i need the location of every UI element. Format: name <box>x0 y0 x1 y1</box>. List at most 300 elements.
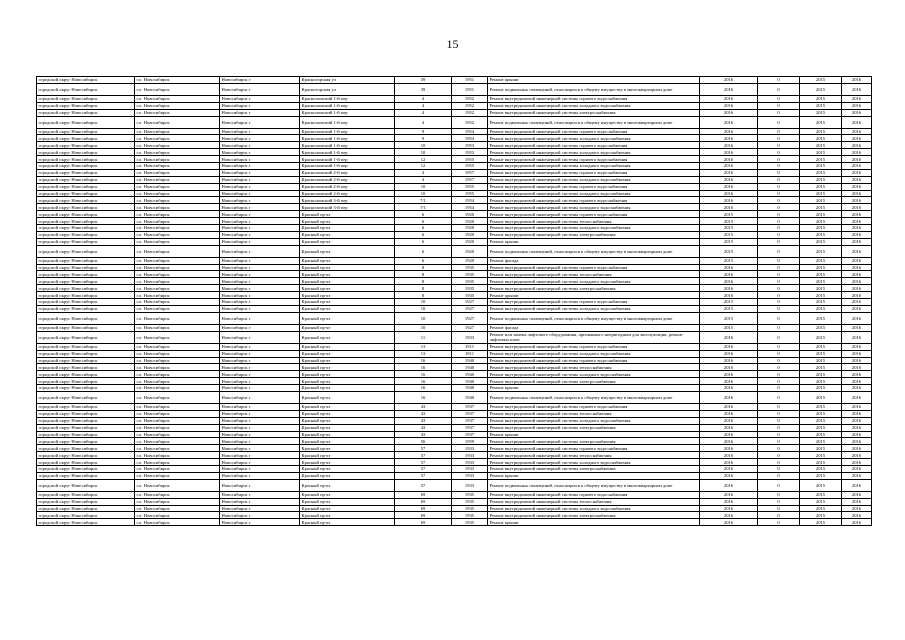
plan-year-cell: 2016 <box>700 163 758 170</box>
house-number-cell: 7/1 <box>395 197 452 204</box>
period-end-cell: 2016 <box>842 83 872 95</box>
table-row <box>37 410 872 417</box>
municipality-cell: городской округ Новосибирск <box>37 264 135 271</box>
build-year-cell: 1933 <box>452 331 488 343</box>
city-cell: Новосибирск г <box>220 417 300 424</box>
plan-year-cell: 2016 <box>700 498 758 505</box>
flag-cell: 0 <box>758 403 800 410</box>
street-cell: Красный пр-кт <box>300 512 395 519</box>
period-end-cell: 2016 <box>842 417 872 424</box>
table-row <box>37 292 872 299</box>
settlement-cell: г.о. Новосибирск <box>135 285 220 292</box>
city-cell: Новосибирск г <box>220 176 300 183</box>
table-row <box>37 190 872 197</box>
city-cell: Новосибирск г <box>220 350 300 357</box>
build-year-cell: 1927 <box>452 299 488 306</box>
city-cell: Новосибирск г <box>220 77 300 84</box>
settlement-cell: г.о. Новосибирск <box>135 452 220 459</box>
flag-cell: 0 <box>758 77 800 84</box>
period-start-cell: 2015 <box>800 135 842 142</box>
period-start-cell: 2015 <box>800 391 842 403</box>
period-end-cell: 2016 <box>842 197 872 204</box>
settlement-cell: г.о. Новосибирск <box>135 410 220 417</box>
work-type-cell: Ремонт внутридомовой инженерной системы электроснабжения <box>488 378 700 385</box>
plan-year-cell: 2015 <box>700 238 758 245</box>
flag-cell: 0 <box>758 299 800 306</box>
table-row <box>37 519 872 526</box>
flag-cell: 0 <box>758 324 800 331</box>
flag-cell: 0 <box>758 498 800 505</box>
work-type-cell: Ремонт крыши <box>488 77 700 84</box>
plan-year-cell: 2016 <box>700 519 758 526</box>
table-row <box>37 197 872 204</box>
flag-cell: 0 <box>758 285 800 292</box>
plan-year-cell: 2016 <box>700 431 758 438</box>
street-cell: Красный пр-кт <box>300 305 395 312</box>
build-year-cell: 1940 <box>452 357 488 364</box>
period-start-cell: 2015 <box>800 163 842 170</box>
table-row <box>37 264 872 271</box>
work-type-cell: Ремонт крыши <box>488 431 700 438</box>
settlement-cell: г.о. Новосибирск <box>135 431 220 438</box>
street-cell: Красный пр-кт <box>300 238 395 245</box>
build-year-cell: 1935 <box>452 264 488 271</box>
build-year-cell: 1927 <box>452 324 488 331</box>
city-cell: Новосибирск г <box>220 135 300 142</box>
city-cell: Новосибирск г <box>220 424 300 431</box>
settlement-cell: г.о. Новосибирск <box>135 519 220 526</box>
period-end-cell: 2016 <box>842 231 872 238</box>
table-row <box>37 83 872 95</box>
period-start-cell: 2015 <box>800 271 842 278</box>
street-cell: Красноломский 1-й пер <box>300 109 395 116</box>
house-number-cell: 10 <box>395 142 452 149</box>
municipality-cell: городской округ Новосибирск <box>37 305 135 312</box>
period-start-cell: 2015 <box>800 424 842 431</box>
street-cell: Красный пр-кт <box>300 438 395 445</box>
house-number-cell: 16 <box>395 385 452 392</box>
municipality-cell: городской округ Новосибирск <box>37 77 135 84</box>
municipality-cell: городской округ Новосибирск <box>37 183 135 190</box>
house-number-cell: 16 <box>395 378 452 385</box>
city-cell: Новосибирск г <box>220 445 300 452</box>
plan-year-cell: 2016 <box>700 190 758 197</box>
work-type-cell: Ремонт внутридомовой инженерной системы холодного водоснабжения <box>488 204 700 211</box>
municipality-cell: городской округ Новосибирск <box>37 505 135 512</box>
work-type-cell: Ремонт подвальных помещений, относящихся к общему имуществу в многоквартирном доме <box>488 245 700 257</box>
city-cell: Новосибирск г <box>220 324 300 331</box>
build-year-cell: 1920 <box>452 238 488 245</box>
city-cell: Новосибирск г <box>220 479 300 491</box>
plan-year-cell: 2015 <box>700 299 758 306</box>
build-year-cell: 1955 <box>452 183 488 190</box>
work-type-cell: Ремонт внутридомовой инженерной системы теплоснабжения <box>488 498 700 505</box>
flag-cell: 0 <box>758 102 800 109</box>
street-cell: Красный пр-кт <box>300 364 395 371</box>
city-cell: Новосибирск г <box>220 452 300 459</box>
street-cell: Красный пр-кт <box>300 324 395 331</box>
work-type-cell: Ремонт внутридомовой инженерной системы холодного водоснабжения <box>488 417 700 424</box>
municipality-cell: городской округ Новосибирск <box>37 512 135 519</box>
work-type-cell: Ремонт внутридомовой инженерной системы холодного водоснабжения <box>488 278 700 285</box>
house-number-cell: 43 <box>395 417 452 424</box>
municipality-cell: городской округ Новосибирск <box>37 424 135 431</box>
municipality-cell: городской округ Новосибирск <box>37 245 135 257</box>
house-number-cell: 6 <box>395 211 452 218</box>
build-year-cell: 1935 <box>452 285 488 292</box>
city-cell: Новосибирск г <box>220 204 300 211</box>
house-number-cell: 10 <box>395 190 452 197</box>
period-end-cell: 2016 <box>842 183 872 190</box>
build-year-cell: 1940 <box>452 378 488 385</box>
plan-year-cell: 2016 <box>700 95 758 102</box>
street-cell: Красный пр-кт <box>300 350 395 357</box>
plan-year-cell: 2016 <box>700 385 758 392</box>
plan-year-cell: 2016 <box>700 417 758 424</box>
period-start-cell: 2015 <box>800 350 842 357</box>
flag-cell: 0 <box>758 292 800 299</box>
plan-year-cell: 2016 <box>700 156 758 163</box>
flag-cell: 0 <box>758 343 800 350</box>
build-year-cell: 1935 <box>452 505 488 512</box>
house-number-cell: 57 <box>395 465 452 472</box>
street-cell: Красный пр-кт <box>300 385 395 392</box>
settlement-cell: г.о. Новосибирск <box>135 391 220 403</box>
city-cell: Новосибирск г <box>220 357 300 364</box>
build-year-cell: 1920 <box>452 231 488 238</box>
municipality-cell: городской округ Новосибирск <box>37 95 135 102</box>
period-start-cell: 2015 <box>800 264 842 271</box>
table-row <box>37 378 872 385</box>
street-cell: Красноломский 2-й пер <box>300 176 395 183</box>
house-number-cell: 16 <box>395 371 452 378</box>
flag-cell: 0 <box>758 169 800 176</box>
period-start-cell: 2015 <box>800 245 842 257</box>
build-year-cell: 1940 <box>452 385 488 392</box>
table-body <box>37 77 872 526</box>
street-cell: Красноломский 2-й пер <box>300 183 395 190</box>
period-end-cell: 2016 <box>842 324 872 331</box>
flag-cell: 0 <box>758 438 800 445</box>
work-type-cell: Ремонт подвальных помещений, относящихся к общему имуществу в многоквартирном доме <box>488 116 700 128</box>
period-start-cell: 2015 <box>800 452 842 459</box>
street-cell: Красноломский 1-й пер <box>300 128 395 135</box>
page-number: 15 <box>446 37 459 51</box>
table-row <box>37 225 872 232</box>
build-year-cell: 1957 <box>452 176 488 183</box>
house-number-cell: 6 <box>395 218 452 225</box>
period-end-cell: 2016 <box>842 109 872 116</box>
plan-year-cell: 2016 <box>700 350 758 357</box>
settlement-cell: г.о. Новосибирск <box>135 472 220 479</box>
period-end-cell: 2016 <box>842 285 872 292</box>
settlement-cell: г.о. Новосибирск <box>135 163 220 170</box>
settlement-cell: г.о. Новосибирск <box>135 156 220 163</box>
settlement-cell: г.о. Новосибирск <box>135 424 220 431</box>
plan-year-cell: 2016 <box>700 128 758 135</box>
period-start-cell: 2015 <box>800 312 842 324</box>
city-cell: Новосибирск г <box>220 438 300 445</box>
city-cell: Новосибирск г <box>220 218 300 225</box>
municipality-cell: городской округ Новосибирск <box>37 197 135 204</box>
period-end-cell: 2016 <box>842 431 872 438</box>
settlement-cell: г.о. Новосибирск <box>135 135 220 142</box>
municipality-cell: городской округ Новосибирск <box>37 83 135 95</box>
table-row <box>37 343 872 350</box>
house-number-cell: 69 <box>395 505 452 512</box>
period-start-cell: 2015 <box>800 285 842 292</box>
work-type-cell: Ремонт крыши <box>488 472 700 479</box>
period-end-cell: 2016 <box>842 479 872 491</box>
settlement-cell: г.о. Новосибирск <box>135 190 220 197</box>
house-number-cell: 8 <box>395 285 452 292</box>
city-cell: Новосибирск г <box>220 109 300 116</box>
table-row <box>37 452 872 459</box>
municipality-cell: городской округ Новосибирск <box>37 519 135 526</box>
table-row <box>37 102 872 109</box>
municipality-cell: городской округ Новосибирск <box>37 417 135 424</box>
city-cell: Новосибирск г <box>220 169 300 176</box>
street-cell: Красноломский 1-й пер <box>300 163 395 170</box>
house-number-cell: 6 <box>395 225 452 232</box>
flag-cell: 0 <box>758 357 800 364</box>
street-cell: Красный пр-кт <box>300 445 395 452</box>
table-row <box>37 163 872 170</box>
work-type-cell: Ремонт внутридомовой инженерной системы электроснабжения <box>488 424 700 431</box>
period-start-cell: 2015 <box>800 459 842 466</box>
table-row <box>37 109 872 116</box>
flag-cell: 0 <box>758 197 800 204</box>
work-type-cell: Ремонт внутридомовой инженерной системы горячего водоснабжения <box>488 142 700 149</box>
house-number-cell: 69 <box>395 519 452 526</box>
period-end-cell: 2016 <box>842 77 872 84</box>
period-start-cell: 2015 <box>800 109 842 116</box>
period-start-cell: 2015 <box>800 324 842 331</box>
build-year-cell: 1937 <box>452 424 488 431</box>
work-type-cell: Ремонт внутридомовой инженерной системы теплоснабжения <box>488 364 700 371</box>
build-year-cell: 1933 <box>452 445 488 452</box>
period-start-cell: 2015 <box>800 403 842 410</box>
work-type-cell: Ремонт внутридомовой инженерной системы электроснабжения <box>488 438 700 445</box>
city-cell: Новосибирск г <box>220 305 300 312</box>
period-start-cell: 2015 <box>800 519 842 526</box>
period-start-cell: 2015 <box>800 142 842 149</box>
city-cell: Новосибирск г <box>220 391 300 403</box>
municipality-cell: городской округ Новосибирск <box>37 410 135 417</box>
plan-year-cell: 2016 <box>700 264 758 271</box>
settlement-cell: г.о. Новосибирск <box>135 77 220 84</box>
period-end-cell: 2016 <box>842 116 872 128</box>
plan-year-cell: 2016 <box>700 343 758 350</box>
house-number-cell: 13 <box>395 343 452 350</box>
work-type-cell: Ремонт внутридомовой инженерной системы холодного водоснабжения <box>488 149 700 156</box>
table-row <box>37 465 872 472</box>
table-row <box>37 312 872 324</box>
street-cell: Красный пр-кт <box>300 357 395 364</box>
flag-cell: 0 <box>758 491 800 498</box>
house-number-cell: 57 <box>395 459 452 466</box>
period-end-cell: 2016 <box>842 459 872 466</box>
table-row <box>37 128 872 135</box>
build-year-cell: 1937 <box>452 410 488 417</box>
street-cell: Красноломский 1-й пер <box>300 149 395 156</box>
city-cell: Новосибирск г <box>220 491 300 498</box>
house-number-cell: 39 <box>395 77 452 84</box>
settlement-cell: г.о. Новосибирск <box>135 197 220 204</box>
flag-cell: 0 <box>758 385 800 392</box>
period-start-cell: 2015 <box>800 83 842 95</box>
city-cell: Новосибирск г <box>220 505 300 512</box>
period-end-cell: 2016 <box>842 211 872 218</box>
period-start-cell: 2015 <box>800 331 842 343</box>
street-cell: Красный пр-кт <box>300 371 395 378</box>
period-start-cell: 2015 <box>800 472 842 479</box>
period-start-cell: 2015 <box>800 343 842 350</box>
work-type-cell: Ремонт фасада <box>488 324 700 331</box>
build-year-cell: 1954 <box>452 204 488 211</box>
municipality-cell: городской округ Новосибирск <box>37 445 135 452</box>
flag-cell: 0 <box>758 417 800 424</box>
house-number-cell: 69 <box>395 512 452 519</box>
period-end-cell: 2016 <box>842 225 872 232</box>
period-end-cell: 2016 <box>842 512 872 519</box>
plan-year-cell: 2016 <box>700 183 758 190</box>
city-cell: Новосибирск г <box>220 410 300 417</box>
settlement-cell: г.о. Новосибирск <box>135 218 220 225</box>
period-start-cell: 2015 <box>800 204 842 211</box>
work-type-cell: Ремонт внутридомовой инженерной системы горячего водоснабжения <box>488 197 700 204</box>
work-type-cell: Ремонт внутридомовой инженерной системы горячего водоснабжения <box>488 128 700 135</box>
settlement-cell: г.о. Новосибирск <box>135 479 220 491</box>
municipality-cell: городской округ Новосибирск <box>37 391 135 403</box>
period-end-cell: 2016 <box>842 312 872 324</box>
city-cell: Новосибирск г <box>220 292 300 299</box>
plan-year-cell: 2016 <box>700 491 758 498</box>
municipality-cell: городской округ Новосибирск <box>37 371 135 378</box>
work-type-cell: Ремонт внутридомовой инженерной системы горячего водоснабжения <box>488 183 700 190</box>
city-cell: Новосибирск г <box>220 285 300 292</box>
flag-cell: 0 <box>758 231 800 238</box>
build-year-cell: 1920 <box>452 218 488 225</box>
table-row <box>37 183 872 190</box>
flag-cell: 0 <box>758 305 800 312</box>
house-number-cell: 12 <box>395 156 452 163</box>
city-cell: Новосибирск г <box>220 245 300 257</box>
work-type-cell: Ремонт внутридомовой инженерной системы холодного водоснабжения <box>488 371 700 378</box>
city-cell: Новосибирск г <box>220 299 300 306</box>
municipality-cell: городской округ Новосибирск <box>37 156 135 163</box>
flag-cell: 0 <box>758 211 800 218</box>
build-year-cell: 1959 <box>452 438 488 445</box>
municipality-cell: городской округ Новосибирск <box>37 163 135 170</box>
flag-cell: 0 <box>758 163 800 170</box>
settlement-cell: г.о. Новосибирск <box>135 149 220 156</box>
street-cell: Красный пр-кт <box>300 331 395 343</box>
city-cell: Новосибирск г <box>220 512 300 519</box>
build-year-cell: 1952 <box>452 109 488 116</box>
period-end-cell: 2016 <box>842 142 872 149</box>
street-cell: Красный пр-кт <box>300 417 395 424</box>
street-cell: Красногорская ул <box>300 77 395 84</box>
period-end-cell: 2016 <box>842 245 872 257</box>
street-cell: Красный пр-кт <box>300 299 395 306</box>
plan-year-cell: 2016 <box>700 371 758 378</box>
table-row <box>37 438 872 445</box>
period-start-cell: 2015 <box>800 512 842 519</box>
period-end-cell: 2016 <box>842 135 872 142</box>
table-row <box>37 357 872 364</box>
city-cell: Новосибирск г <box>220 385 300 392</box>
period-start-cell: 2015 <box>800 385 842 392</box>
house-number-cell: 8 <box>395 264 452 271</box>
plan-year-cell: 2015 <box>700 225 758 232</box>
house-number-cell: 4 <box>395 109 452 116</box>
flag-cell: 0 <box>758 452 800 459</box>
municipality-cell: городской округ Новосибирск <box>37 452 135 459</box>
build-year-cell: 1952 <box>452 102 488 109</box>
work-type-cell: Ремонт внутридомовой инженерной системы горячего водоснабжения <box>488 357 700 364</box>
municipality-cell: городской округ Новосибирск <box>37 169 135 176</box>
plan-year-cell: 2016 <box>700 452 758 459</box>
flag-cell: 0 <box>758 149 800 156</box>
house-number-cell: 4 <box>395 95 452 102</box>
flag-cell: 0 <box>758 331 800 343</box>
house-number-cell: 6 <box>395 245 452 257</box>
table-row <box>37 385 872 392</box>
work-type-cell: Ремонт внутридомовой инженерной системы теплоснабжения <box>488 218 700 225</box>
plan-year-cell: 2015 <box>700 312 758 324</box>
settlement-cell: г.о. Новосибирск <box>135 371 220 378</box>
house-number-cell: 4 <box>395 169 452 176</box>
municipality-cell: городской округ Новосибирск <box>37 324 135 331</box>
settlement-cell: г.о. Новосибирск <box>135 245 220 257</box>
street-cell: Красный пр-кт <box>300 225 395 232</box>
settlement-cell: г.о. Новосибирск <box>135 350 220 357</box>
table-row <box>37 371 872 378</box>
municipality-cell: городской округ Новосибирск <box>37 312 135 324</box>
street-cell: Красный пр-кт <box>300 410 395 417</box>
city-cell: Новосибирск г <box>220 331 300 343</box>
street-cell: Красный пр-кт <box>300 472 395 479</box>
municipality-cell: городской округ Новосибирск <box>37 128 135 135</box>
settlement-cell: г.о. Новосибирск <box>135 142 220 149</box>
municipality-cell: городской округ Новосибирск <box>37 357 135 364</box>
plan-year-cell: 2016 <box>700 197 758 204</box>
plan-year-cell: 2015 <box>700 211 758 218</box>
repair-schedule-table <box>36 76 872 526</box>
period-start-cell: 2015 <box>800 445 842 452</box>
city-cell: Новосибирск г <box>220 183 300 190</box>
work-type-cell: Ремонт подвальных помещений, относящихся к общему имуществу в многоквартирном доме <box>488 391 700 403</box>
flag-cell: 0 <box>758 257 800 264</box>
municipality-cell: городской округ Новосибирск <box>37 292 135 299</box>
table-row <box>37 169 872 176</box>
settlement-cell: г.о. Новосибирск <box>135 403 220 410</box>
street-cell: Красный пр-кт <box>300 257 395 264</box>
flag-cell: 0 <box>758 83 800 95</box>
municipality-cell: городской округ Новосибирск <box>37 459 135 466</box>
city-cell: Новосибирск г <box>220 431 300 438</box>
settlement-cell: г.о. Новосибирск <box>135 385 220 392</box>
city-cell: Новосибирск г <box>220 211 300 218</box>
plan-year-cell: 2016 <box>700 278 758 285</box>
period-end-cell: 2016 <box>842 410 872 417</box>
municipality-cell: городской округ Новосибирск <box>37 257 135 264</box>
house-number-cell: 8 <box>395 278 452 285</box>
city-cell: Новосибирск г <box>220 459 300 466</box>
table-row <box>37 459 872 466</box>
work-type-cell: Ремонт внутридомовой инженерной системы холодного водоснабжения <box>488 190 700 197</box>
